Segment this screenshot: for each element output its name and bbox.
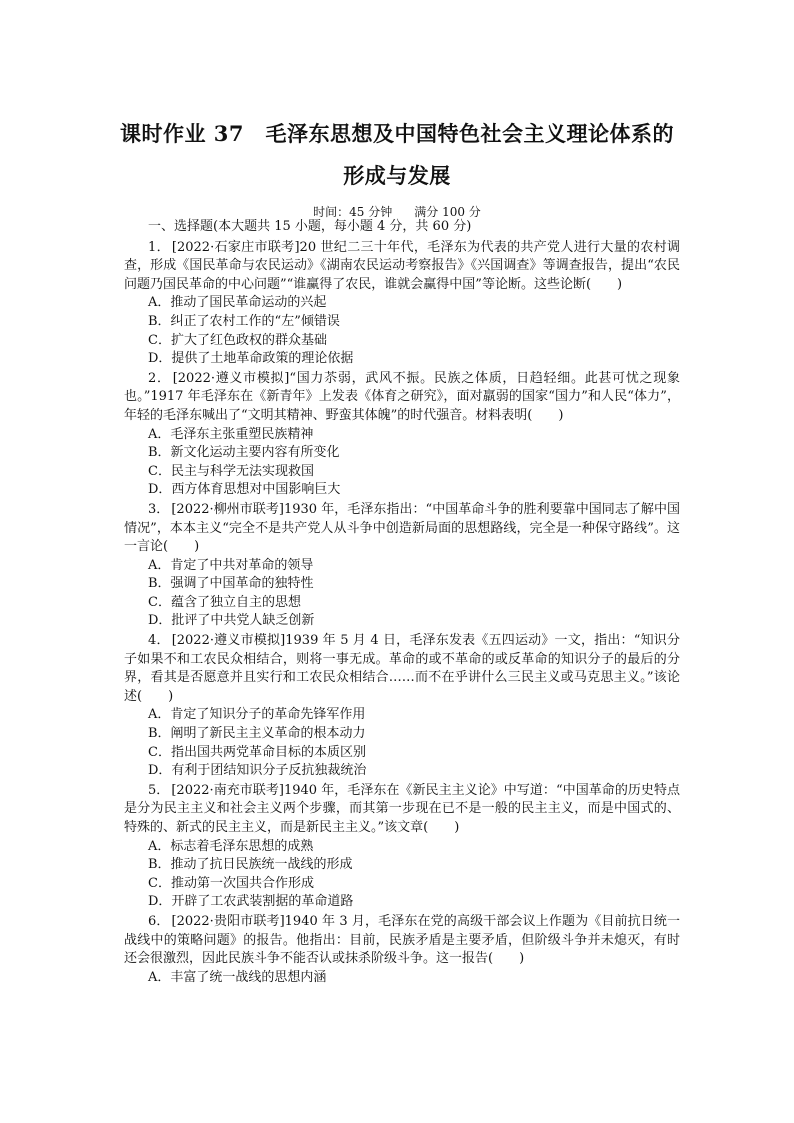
question-number: 4． (148, 633, 170, 649)
question-3 (124, 501, 680, 631)
question-number: 2． (148, 370, 171, 386)
question-text: [2022·南充市联考]1940 年，毛泽东在《新民主主义论》中写道：“中国革命的历史特点是分为民主主义和社会主义两个步骤，而其第一步现在已不是一般的民主主义，而是中国式的、特殊的、新式的民主主义，而是新民主主义。”该文章( ) (124, 782, 680, 835)
question-text: [2022·石家庄市联考]20 世纪二三十年代，毛泽东为代表的共产党人进行大量的农村调查，形成《国民革命与农民运动》《湖南农民运动考察报告》《兴国调查》等调查报告，提出“农民问题乃国民革命的中心问题”“谁赢得了农民，谁就会赢得中国”等论断。这些论断( ) (124, 239, 680, 292)
question-1 (124, 239, 680, 369)
option-a: A．肯定了中共对革命的领导 (148, 557, 314, 573)
question-text: [2022·遵义市模拟]“国力苶弱，武风不振。民族之体质，日趋轻细。此甚可忧之现象也。”1917 年毛泽东在《新青年》上发表《体育之研究》，面对羸弱的国家“国力”和人民“体力”，年轻的毛泽东喊出了“文明其精神、野蛮其体魄”的时代强音。材料表明( ) (124, 370, 680, 423)
question-stem (124, 913, 680, 969)
question-6 (124, 913, 680, 987)
option-d: D．有利于团结知识分子反抗独裁统治 (148, 763, 367, 779)
question-number: 5． (148, 782, 170, 798)
option-c: C．推动第一次国共合作形成 (148, 875, 314, 891)
option-d: D．开辟了工农武装割据的革命道路 (148, 894, 354, 910)
question-4 (124, 632, 680, 781)
option-d: D．提供了土地革命政策的理论依据 (148, 351, 354, 367)
question-5 (124, 782, 680, 912)
question-stem (124, 239, 680, 295)
option-c: C．扩大了红色政权的群众基础 (148, 332, 327, 348)
option-a: A．推动了国民革命运动的兴起 (148, 295, 327, 311)
question-stem (124, 782, 680, 838)
option-b: B．强调了中国革命的独特性 (148, 576, 314, 592)
question-number: 3． (148, 501, 170, 517)
option-c: C．蕴含了独立自主的思想 (148, 594, 301, 610)
option-d: D．批评了中共党人缺乏创新 (148, 613, 315, 629)
option-b: B．纠正了农村工作的“左”倾错误 (148, 313, 340, 329)
option-c: C．指出国共两党革命目标的本质区别 (148, 744, 366, 760)
question-2 (124, 370, 680, 500)
question-text: [2022·遵义市模拟]1939 年 5 月 4 日，毛泽东发表《五四运动》一文，指出：“知识分子如果不和工农民众相结合，则将一事无成。革命的或不革命的或反革命的知识分子的最后的分界，看其是否愿意并且实行和工农民众相结合……而不在乎讲什么三民主义或马克思主义。”该论述( ) (124, 633, 681, 704)
page-title-line-2: 形成与发展 (343, 163, 451, 188)
question-stem (124, 501, 680, 557)
option-a: A．肯定了知识分子的革命先锋军作用 (148, 707, 366, 723)
option-b: B．阐明了新民主主义革命的根本动力 (148, 726, 366, 742)
option-b: B．推动了抗日民族统一战线的形成 (148, 857, 353, 873)
option-a: A．毛泽东主张重塑民族精神 (148, 426, 314, 442)
question-stem (124, 632, 680, 706)
section-heading: 一、选择题(本大题共 15 小题，每小题 4 分，共 60 分) (148, 219, 472, 234)
option-a: A．标志着毛泽东思想的成熟 (148, 838, 314, 854)
question-stem (124, 370, 680, 426)
question-number: 1． (148, 239, 170, 255)
full-score: 满分 100 分 (414, 205, 481, 219)
page-title-line-1: 课时作业 37 毛泽东思想及中国特色社会主义理论体系的 (119, 121, 675, 146)
option-d: D．西方体育思想对中国影响巨大 (148, 482, 341, 498)
option-b: B．新文化运动主要内容有所变化 (148, 445, 340, 461)
question-number: 6． (148, 913, 170, 929)
question-text: [2022·贵阳市联考]1940 年 3 月，毛泽东在党的高级干部会议上作题为《目前抗日统一战线中的策略问题》的报告。他指出：目前，民族矛盾是主要矛盾，但阶级斗争并未熄灭，有时还会很激烈，因此民族斗争不能否认或抹杀阶级斗争。这一报告( ) (124, 913, 680, 967)
question-body (124, 218, 680, 987)
question-text: [2022·柳州市联考]1930 年，毛泽东指出：“中国革命斗争的胜利要靠中国同志了解中国情况”，本本主义“完全不是共产党人从斗争中创造新局面的思想路线，完全是一种保守路线”。这一言论( ) (124, 501, 680, 555)
option-a: A．丰富了统一战线的思想内涵 (148, 969, 327, 985)
option-c: C．民主与科学无法实现救国 (148, 463, 314, 479)
time-limit: 时间：45 分钟 (313, 205, 393, 219)
